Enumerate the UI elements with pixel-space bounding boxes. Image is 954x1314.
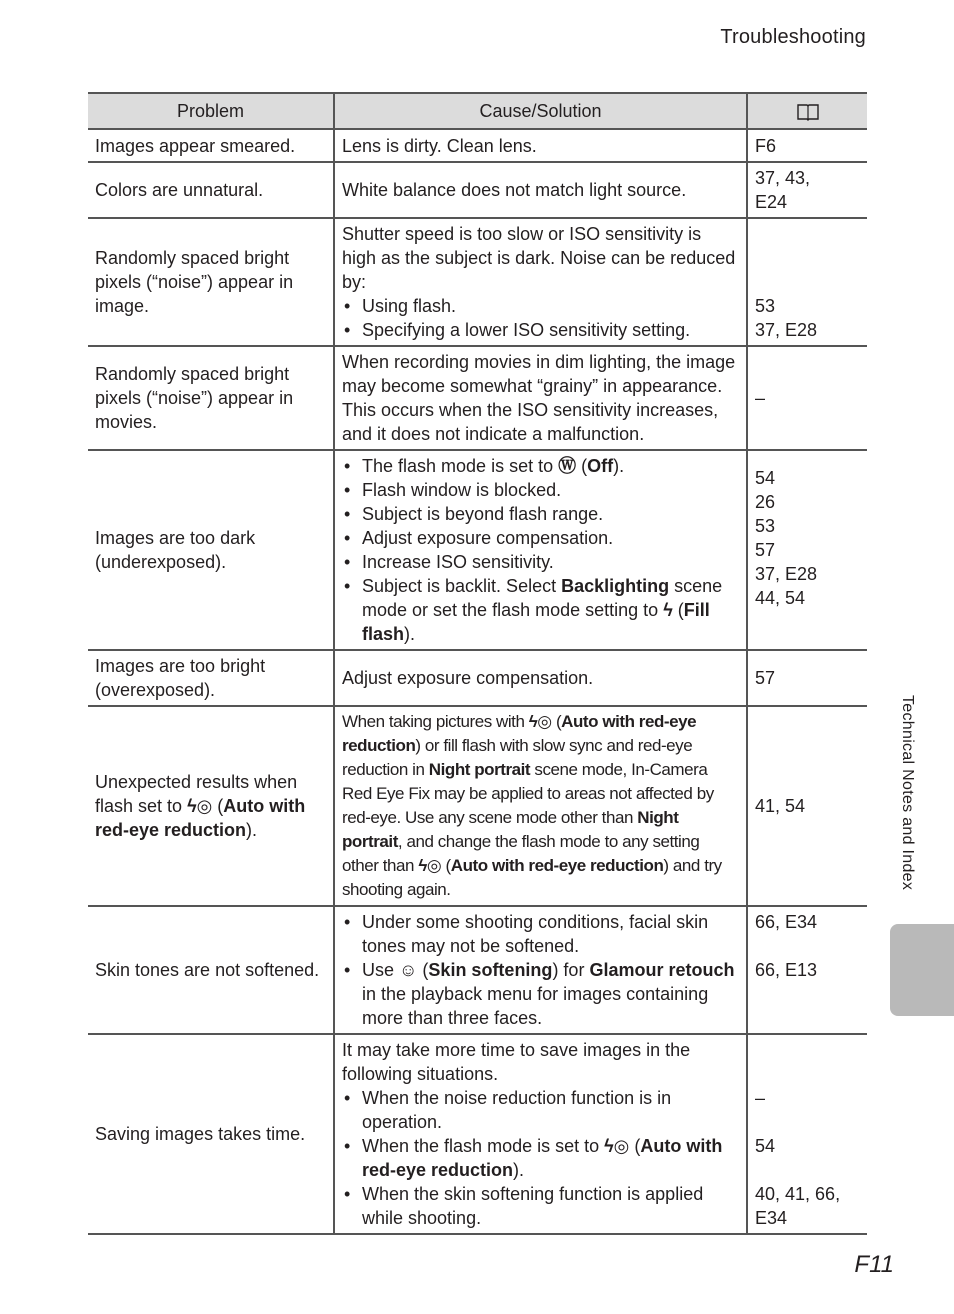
problem-cell: Unexpected results when flash set to ϟ◎ (Auto with red-eye reduction). — [88, 706, 334, 906]
reference-cell — [747, 218, 867, 346]
problem-cell: Images appear smeared. — [88, 129, 334, 162]
page-number: F11 — [854, 1251, 894, 1278]
section-tab — [890, 924, 954, 1016]
solution-list — [342, 910, 739, 1030]
solution-intro: It may take more time to save images in the following situations. — [342, 1040, 691, 1084]
list-item: • Use ☺ (Skin softening) for Glamour retouch in the playback menu for images containing more than three faces. — [342, 958, 739, 1030]
problem-cell: Images are too dark (underexposed). — [88, 450, 334, 650]
list-item: • When the noise reduction function is in operation. — [342, 1086, 739, 1134]
solution-cell — [334, 1034, 747, 1234]
list-item: • Specifying a lower ISO sensitivity setting. — [342, 318, 739, 342]
fill-flash-icon: ϟ — [663, 600, 673, 620]
solution-cell: When taking pictures with ϟ◎ (Auto with red-eye reduction) or fill flash with slow sync and red-eye reduction in Night portrait scene mode, In-Camera Red Eye Fix may be applied to areas not affected by red-eye. Use any scene mode other than Night portrait, and change the flash mode to any setting other than ϟ◎ (Auto with red-eye reduction) and try shooting again. — [334, 706, 747, 906]
header-cause-solution: Cause/Solution — [334, 93, 747, 129]
page-reference: 41, 54 — [755, 796, 806, 816]
page-reference: 53 — [755, 296, 776, 316]
table-row — [88, 1034, 867, 1234]
section-side-label: Technical Notes and Index — [899, 695, 916, 891]
problem-cell: Skin tones are not softened. — [88, 906, 334, 1034]
problem-cell: Saving images takes time. — [88, 1034, 334, 1234]
table-row — [88, 162, 867, 218]
solution-cell — [334, 906, 747, 1034]
page-reference: 66, E13 — [755, 960, 818, 980]
list-item: • Using flash. — [342, 294, 739, 318]
page-reference: 57 — [755, 540, 776, 560]
page-reference: – — [755, 388, 766, 408]
solution-list — [342, 454, 739, 646]
flash-red-eye-icon: ϟ◎ — [604, 1136, 630, 1156]
page-reference: 54 — [755, 1136, 776, 1156]
page-reference: E24 — [755, 192, 788, 212]
solution-cell — [334, 450, 747, 650]
header-reference — [747, 93, 867, 129]
solution-list — [342, 1086, 739, 1230]
page-reference: 26 — [755, 492, 776, 512]
list-item: • Subject is beyond flash range. — [342, 502, 739, 526]
skin-softening-icon: ☺ — [399, 960, 418, 980]
reference-cell — [747, 906, 867, 1034]
flash-red-eye-icon: ϟ◎ — [528, 712, 552, 731]
table-row — [88, 218, 867, 346]
list-item: • Increase ISO sensitivity. — [342, 550, 739, 574]
reference-cell — [747, 1034, 867, 1234]
list-item: • Under some shooting conditions, facial skin tones may not be softened. — [342, 910, 739, 958]
reference-cell — [747, 450, 867, 650]
flash-red-eye-icon: ϟ◎ — [418, 856, 442, 875]
page-reference: 66, E34 — [755, 912, 818, 932]
problem-cell: Colors are unnatural. — [88, 162, 334, 218]
table-row — [88, 906, 867, 1034]
solution-cell: When recording movies in dim lighting, the image may become somewhat “grainy” in appearance. This occurs when the ISO sensitivity increases, and it does not indicate a malfunction. — [334, 346, 747, 450]
table-row — [88, 706, 867, 906]
page-reference: – — [755, 1088, 766, 1108]
solution-cell: White balance does not match light source. — [334, 162, 747, 218]
page-reference: F6 — [755, 135, 777, 156]
reference-cell — [747, 706, 867, 906]
list-item: • When the flash mode is set to ϟ◎ (Auto with red-eye reduction). — [342, 1134, 739, 1182]
flash-off-icon: Ⓦ — [558, 456, 577, 476]
page-reference: 40, 41, 66, — [755, 1184, 841, 1204]
list-item: • The flash mode is set to Ⓦ (Off). — [342, 454, 739, 478]
flash-red-eye-icon: ϟ◎ — [187, 796, 213, 816]
page-reference: 37, 43, — [755, 168, 811, 188]
reference-cell — [747, 650, 867, 706]
table-row — [88, 650, 867, 706]
solution-list — [342, 294, 739, 342]
list-item: • Subject is backlit. Select Backlighting scene mode or set the flash mode setting to ϟ (Fill flash). — [342, 574, 739, 646]
solution-cell — [334, 218, 747, 346]
header-problem: Problem — [88, 93, 334, 129]
page-reference: E34 — [755, 1208, 788, 1228]
problem-cell: Randomly spaced bright pixels (“noise”) appear in image. — [88, 218, 334, 346]
book-icon — [796, 103, 820, 121]
solution-cell: Lens is dirty. Clean lens. — [334, 129, 747, 162]
table-row — [88, 450, 867, 650]
table-header-row — [88, 93, 867, 129]
solution-intro: Shutter speed is too slow or ISO sensitivity is high as the subject is dark. Noise can be reduced by: — [342, 224, 736, 292]
table-row — [88, 129, 867, 162]
problem-cell: Randomly spaced bright pixels (“noise”) appear in movies. — [88, 346, 334, 450]
page-header-title: Troubleshooting — [720, 26, 866, 48]
problem-cell: Images are too bright (overexposed). — [88, 650, 334, 706]
list-item: • Adjust exposure compensation. — [342, 526, 739, 550]
list-item: • When the skin softening function is applied while shooting. — [342, 1182, 739, 1230]
page-reference: 57 — [755, 668, 776, 688]
table-row — [88, 346, 867, 450]
page-reference: 37, E28 — [755, 320, 818, 340]
page-reference: 53 — [755, 516, 776, 536]
solution-cell: Adjust exposure compensation. — [334, 650, 747, 706]
page-reference: 54 — [755, 468, 776, 488]
reference-cell — [747, 346, 867, 450]
troubleshooting-table — [88, 92, 867, 1235]
list-item: • Flash window is blocked. — [342, 478, 739, 502]
page-reference: 44, 54 — [755, 588, 806, 608]
reference-cell — [747, 162, 867, 218]
reference-cell — [747, 129, 867, 162]
page-reference: 37, E28 — [755, 564, 818, 584]
